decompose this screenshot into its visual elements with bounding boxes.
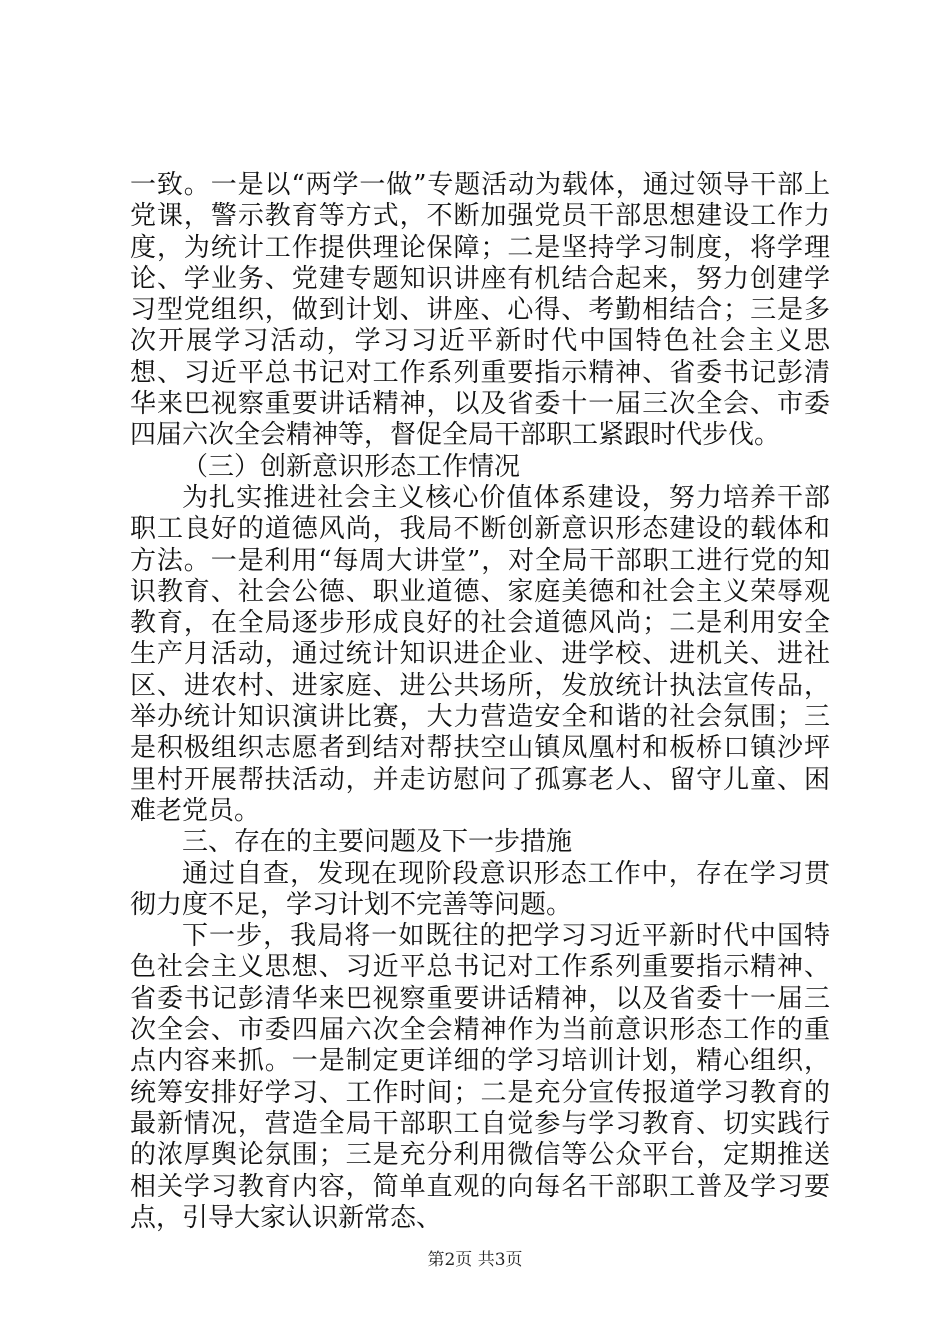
paragraph-next-steps: 下一步，我局将一如既往的把学习习近平新时代中国特色社会主义思想、习近平总书记对工作系列重要指示精神、省委书记彭清华来巴视察重要讲话精神，以及省委十一届三次全会、市委四届六次全会精神作为当前意识形态工作的重点内容来抓。一是制定更详细的学习培训计划，精心组织，统筹安排好学习、工作时间；二是充分宣传报道学习教育的最新情况，营造全局干部职工自觉参与学习教育、切实践行的浓厚舆论氛围；三是充分利用微信等公众平台，定期推送相关学习教育内容，简单直观的向每名干部职工普及学习要点，引导大家认识新常态、 [130, 921, 830, 1233]
section-heading-problems: 三、存在的主要问题及下一步措施 [182, 827, 573, 858]
document-body [130, 170, 830, 1234]
page-footer: 第2页 共3页 [427, 1250, 523, 1270]
section-heading-innovation: （三）创新意识形态工作情况 [182, 451, 521, 482]
paragraph-self-check: 通过自查，发现在现阶段意识形态工作中，存在学习贯彻力度不足，学习计划不完善等问题。 [130, 858, 830, 920]
paragraph-innovation: 为扎实推进社会主义核心价值体系建设，努力培养干部职工良好的道德风尚，我局不断创新意识形态建设的载体和方法。一是利用“每周大讲堂”，对全局干部职工进行党的知识教育、社会公德、职业道德、家庭美德和社会主义荣辱观教育，在全局逐步形成良好的社会道德风尚；二是利用安全生产月活动，通过统计知识进企业、进学校、进机关、进社区、进农村、进家庭、进公共场所，发放统计执法宣传品，举办统计知识演讲比赛，大力营造安全和谐的社会氛围；三是积极组织志愿者到结对帮扶空山镇凤凰村和板桥口镇沙坪里村开展帮扶活动，并走访慰问了孤寡老人、留守儿童、困难老党员。 [130, 482, 830, 826]
paragraph-continued: 一致。一是以“两学一做”专题活动为载体，通过领导干部上党课，警示教育等方式，不断加强党员干部思想建设工作力度，为统计工作提供理论保障；二是坚持学习制度，将学理论、学业务、党建专题知识讲座有机结合起来，努力创建学习型党组织，做到计划、讲座、心得、考勤相结合；三是多次开展学习活动，学习习近平新时代中国特色社会主义思想、习近平总书记对工作系列重要指示精神、省委书记彭清华来巴视察重要讲话精神，以及省委十一届三次全会、市委四届六次全会精神等，督促全局干部职工紧跟时代步伐。 [130, 170, 830, 451]
